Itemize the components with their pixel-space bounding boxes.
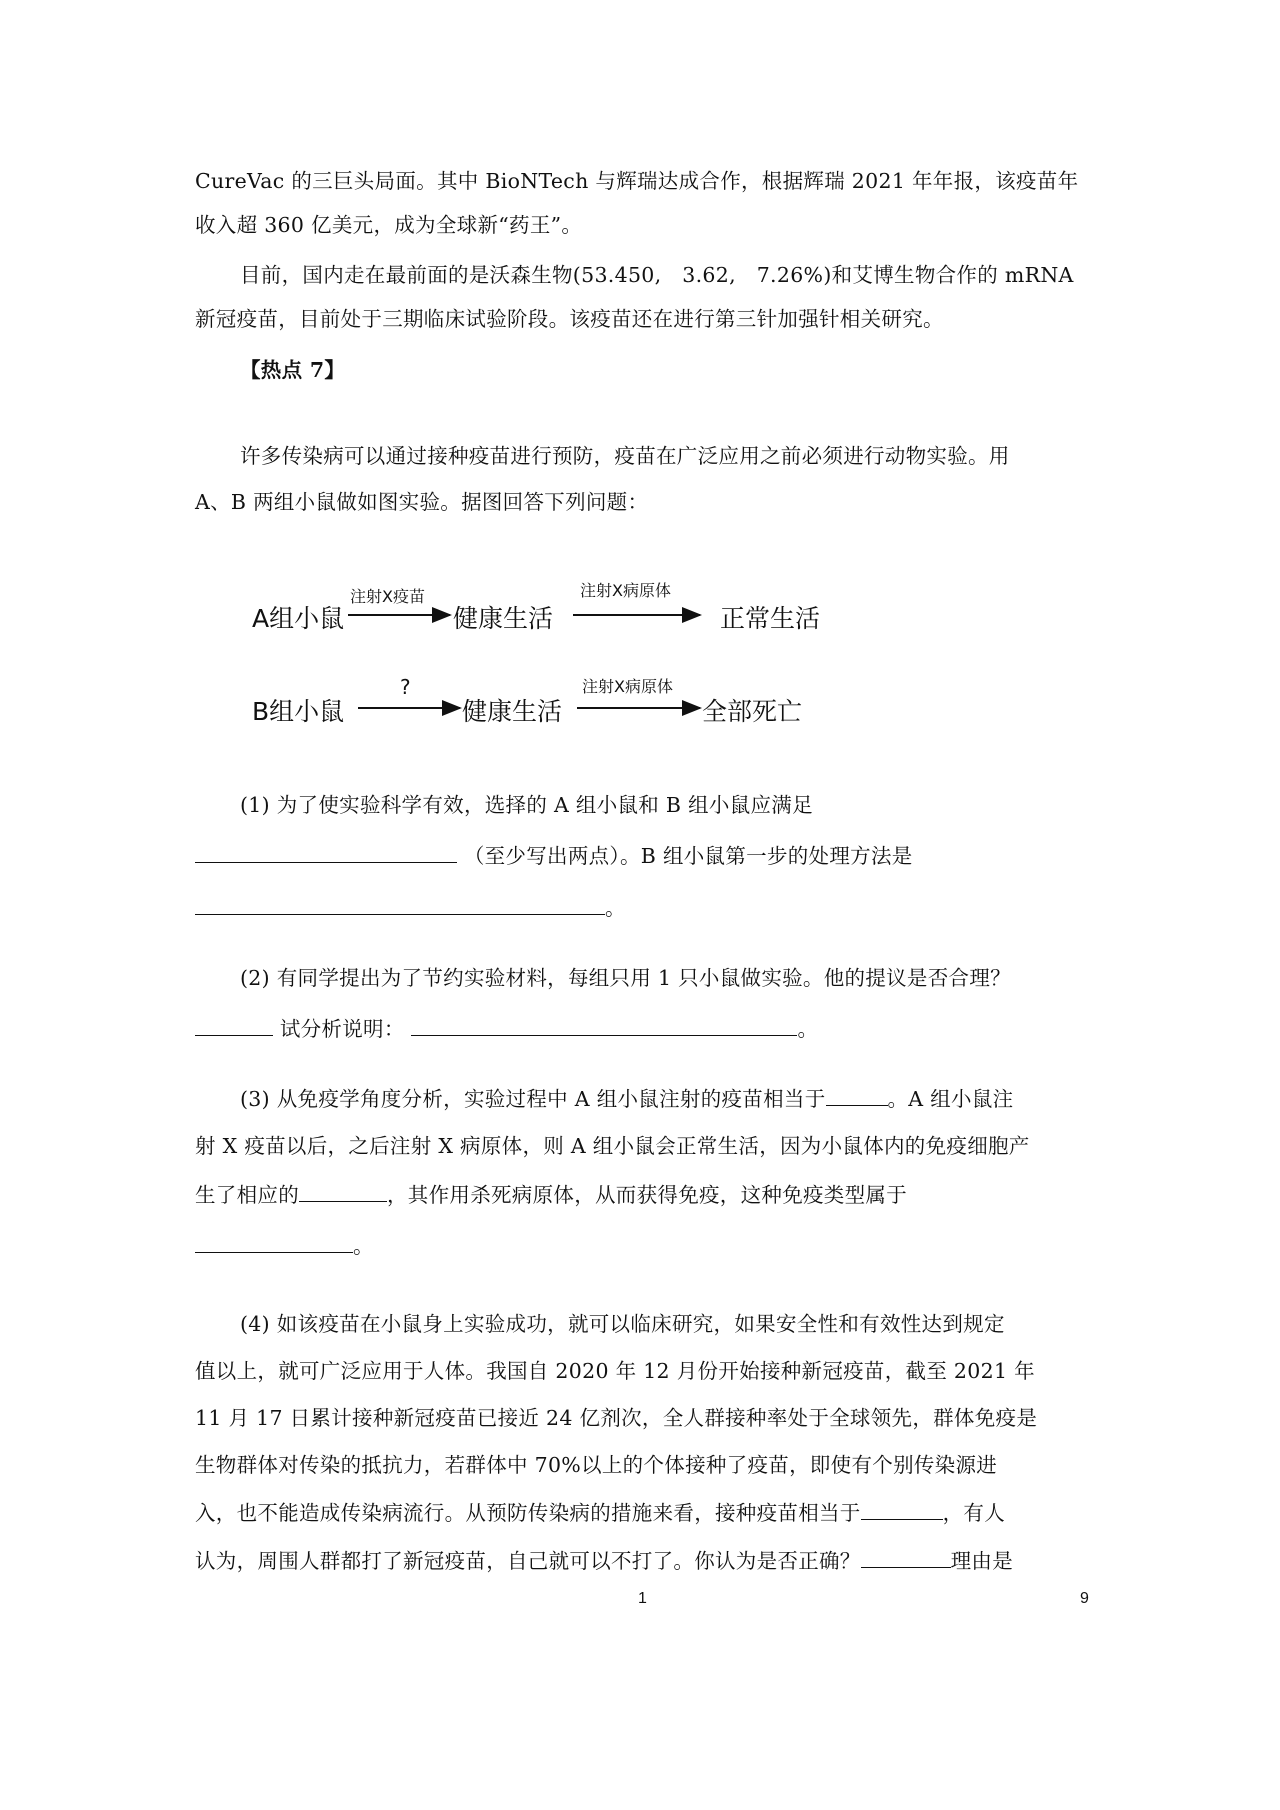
answer-blank[interactable] [826, 1083, 888, 1106]
page-number-left: 1 [638, 1590, 647, 1607]
row-b-step1-label: ? [400, 675, 411, 699]
question-3-line [195, 1179, 1095, 1210]
question-4-line: (4) 如该疫苗在小鼠身上实验成功，就可以临床研究，如果安全性和有效性达到规定 [240, 1312, 1005, 1336]
row-a-state2: 正常生活 [720, 604, 821, 633]
answer-blank[interactable] [861, 1545, 951, 1568]
question-2-line [195, 1013, 1095, 1044]
question-text: 理由是 [950, 1549, 1014, 1573]
question-1-line [195, 840, 1095, 871]
answer-blank[interactable] [195, 1013, 273, 1036]
question-text: 。 [605, 896, 626, 920]
question-text: 。 [353, 1234, 374, 1258]
paragraph-line: 目前，国内走在最前面的是沃森生物(53.450, 3.62, 7.26%)和艾博生物合作的 mRNA [240, 263, 1074, 287]
page-number-right: 9 [1080, 1590, 1089, 1607]
question-text: 入，也不能造成传染病流行。从预防传染病的措施来看，接种疫苗相当于 [195, 1501, 861, 1525]
row-a-group-label: A组小鼠 [252, 604, 345, 633]
question-4-line: 11 月 17 日累计接种新冠疫苗已接近 24 亿剂次，全人群接种率处于全球领先，群体免疫是 [195, 1406, 1038, 1430]
question-text: 试分析说明： [279, 1017, 405, 1041]
row-b-state1: 健康生活 [462, 697, 563, 726]
row-a-step1-label: 注射X疫苗 [350, 587, 425, 606]
row-b-state2: 全部死亡 [702, 697, 803, 726]
answer-blank[interactable] [299, 1179, 387, 1202]
paragraph-line: CureVac 的三巨头局面。其中 BioNTech 与辉瑞达成合作，根据辉瑞 2021 年年报，该疫苗年 [195, 169, 1079, 193]
question-3-line: 射 X 疫苗以后，之后注射 X 病原体，则 A 组小鼠会正常生活，因为小鼠体内的免疫细胞产 [195, 1134, 1030, 1158]
question-4-line [195, 1545, 1095, 1576]
question-1-line: (1) 为了使实验科学有效，选择的 A 组小鼠和 B 组小鼠应满足 [240, 793, 813, 817]
question-4-line: 值以上，就可广泛应用于人体。我国自 2020 年 12 月份开始接种新冠疫苗，截至 2021 年 [195, 1359, 1035, 1383]
question-1-line [195, 892, 1095, 923]
question-2-line: (2) 有同学提出为了节约实验材料，每组只用 1 只小鼠做实验。他的提议是否合理？ [240, 966, 1011, 990]
row-a-state1: 健康生活 [453, 604, 554, 633]
experiment-diagram [240, 560, 880, 750]
question-3-line [240, 1083, 1140, 1114]
question-text: 认为，周围人群都打了新冠疫苗，自己就可以不打了。你认为是否正确？ [195, 1549, 861, 1573]
paragraph-line: 许多传染病可以通过接种疫苗进行预防，疫苗在广泛应用之前必须进行动物实验。用 [240, 444, 1010, 468]
question-text: ，其作用杀死病原体，从而获得免疫，这种免疫类型属于 [387, 1183, 907, 1207]
question-text: ，有人 [942, 1501, 1006, 1525]
question-text: （至少写出两点）。B 组小鼠第一步的处理方法是 [463, 844, 913, 868]
row-b-step2-label: 注射X病原体 [582, 677, 673, 696]
question-text: 。A 组小鼠注 [887, 1087, 1014, 1111]
question-3-line [195, 1230, 1095, 1261]
paragraph-line: 新冠疫苗，目前处于三期临床试验阶段。该疫苗还在进行第三针加强针相关研究。 [195, 307, 944, 331]
section-heading: 【热点 7】 [240, 358, 346, 382]
paragraph-line: A、B 两组小鼠做如图实验。据图回答下列问题： [195, 490, 649, 514]
answer-blank[interactable] [411, 1013, 797, 1036]
question-text: 。 [797, 1017, 819, 1041]
row-a-step2-label: 注射X病原体 [580, 581, 671, 600]
paragraph-line: 收入超 360 亿美元，成为全球新“药王”。 [195, 213, 583, 237]
question-4-line [195, 1497, 1095, 1528]
question-text: 生了相应的 [195, 1183, 299, 1207]
answer-blank[interactable] [195, 1230, 353, 1253]
question-4-line: 生物群体对传染的抵抗力，若群体中 70%以上的个体接种了疫苗，即使有个别传染源进 [195, 1453, 998, 1477]
question-text: (3) 从免疫学角度分析，实验过程中 A 组小鼠注射的疫苗相当于 [240, 1087, 826, 1111]
answer-blank[interactable] [195, 892, 605, 915]
row-b-group-label: B组小鼠 [252, 697, 345, 726]
answer-blank[interactable] [195, 840, 457, 863]
answer-blank[interactable] [861, 1497, 943, 1520]
